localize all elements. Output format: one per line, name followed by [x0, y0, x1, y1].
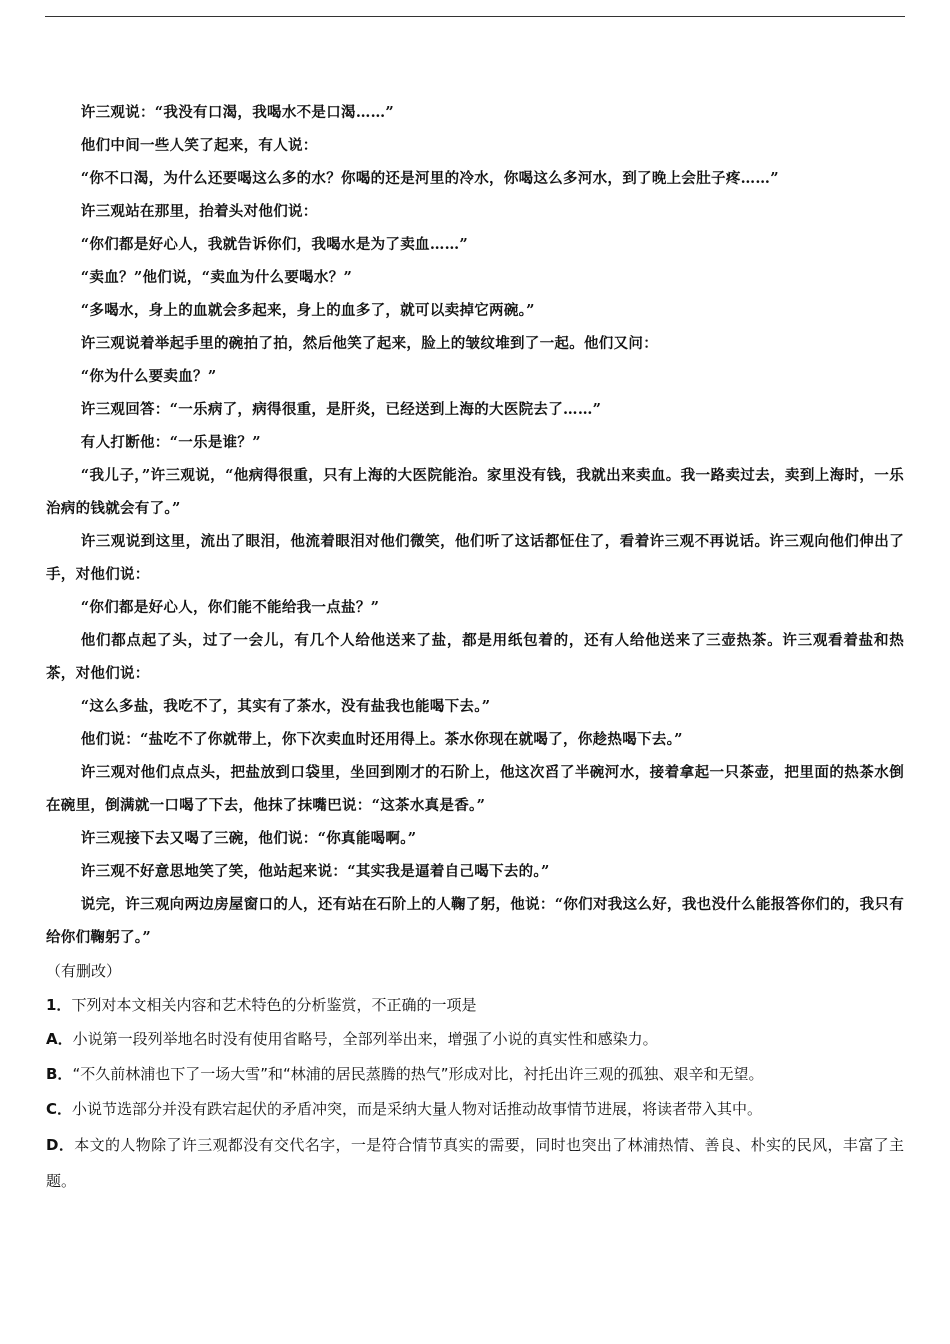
passage-paragraph: 许三观不好意思地笑了笑，他站起来说：“其实我是逼着自己喝下去的。” — [80, 863, 550, 880]
option-text: 本文的人物除了许三观都没有交代名字，一是符合情节真实的需要，同时也突出了林浦热情、善良、朴实的民风，丰富了主题。 — [46, 1136, 904, 1190]
passage-paragraph: 许三观说：“我没有口渴，我喝水不是口渴……” — [80, 104, 395, 121]
passage-paragraph: 许三观说到这里，流出了眼泪，他流着眼泪对他们微笑，他们听了这话都怔住了，看着许三观不再说话。许三观向他们伸出了手，对他们说： — [46, 533, 904, 583]
option-text: 小说第一段列举地名时没有使用省略号，全部列举出来，增强了小说的真实性和感染力。 — [72, 1030, 658, 1048]
option-a[interactable] — [46, 1022, 904, 1057]
header-rule — [45, 16, 905, 17]
option-d[interactable] — [46, 1127, 904, 1199]
document-page — [46, 96, 904, 1199]
passage-paragraph: 许三观回答：“一乐病了，病得很重，是肝炎，已经送到上海的大医院去了……” — [80, 401, 602, 418]
option-c[interactable] — [46, 1092, 904, 1127]
passage-paragraph: 他们说：“盐吃不了你就带上，你下次卖血时还用得上。茶水你现在就喝了，你趁热喝下去。” — [80, 731, 683, 748]
edit-note: （有删改） — [46, 962, 122, 980]
passage-paragraph: 许三观说着举起手里的碗拍了拍，然后他笑了起来，脸上的皱纹堆到了一起。他们又问： — [80, 335, 658, 352]
passage-paragraph: 许三观接下去又喝了三碗，他们说：“你真能喝啊。” — [80, 830, 417, 847]
passage-paragraph: “多喝水，身上的血就会多起来，身上的血多了，就可以卖掉它两碗。” — [80, 302, 535, 319]
passage-paragraph: 有人打断他：“一乐是谁？” — [80, 434, 261, 451]
passage-paragraph: 他们中间一些人笑了起来，有人说： — [80, 137, 318, 154]
passage-paragraph: “你们都是好心人，我就告诉你们，我喝水是为了卖血……” — [80, 236, 469, 253]
passage-paragraph: “你们都是好心人，你们能不能给我一点盐？” — [80, 599, 380, 616]
passage-paragraph: “你不口渴，为什么还要喝这么多的水？你喝的还是河里的冷水，你喝这么多河水，到了晚上会肚子疼……” — [80, 170, 779, 187]
option-label: A． — [46, 1030, 73, 1048]
passage-paragraph: 说完，许三观向两边房屋窗口的人，还有站在石阶上的人鞠了躬，他说：“你们对我这么好，我也没什么能报答你们的，我只有给你们鞠躬了。” — [46, 896, 904, 946]
passage-paragraph: “这么多盐，我吃不了，其实有了茶水，没有盐我也能喝下去。” — [80, 698, 491, 715]
passage-paragraph: 他们都点起了头，过了一会儿，有几个人给他送来了盐，都是用纸包着的，还有人给他送来了三壶热茶。许三观看着盐和热茶，对他们说： — [46, 632, 904, 682]
question-text: 下列对本文相关内容和艺术特色的分析鉴赏，不正确的一项是 — [71, 996, 477, 1014]
question-number: 1． — [46, 996, 72, 1014]
option-label: B． — [46, 1065, 73, 1083]
passage-paragraph: 许三观站在那里，抬着头对他们说： — [80, 203, 318, 220]
passage-paragraph: “我儿子，”许三观说，“他病得很重，只有上海的大医院能治。家里没有钱，我就出来卖血。我一路卖过去，卖到上海时，一乐治病的钱就会有了。” — [46, 467, 904, 517]
question-stem — [46, 988, 904, 1022]
passage-paragraph: “卖血？”他们说，“卖血为什么要喝水？” — [80, 269, 353, 286]
option-b[interactable] — [46, 1057, 904, 1092]
option-label: D． — [46, 1136, 75, 1154]
option-text: 小说节选部分并没有跌宕起伏的矛盾冲突，而是采纳大量人物对话推动故事情节进展，将读者带入其中。 — [72, 1100, 763, 1118]
option-text: “不久前林浦也下了一场大雪”和“林浦的居民蒸腾的热气”形成对比，衬托出许三观的孤独、艰辛和无望。 — [72, 1065, 764, 1083]
passage-paragraph: 许三观对他们点点头，把盐放到口袋里，坐回到刚才的石阶上，他这次舀了半碗河水，接着拿起一只茶壶，把里面的热茶水倒在碗里，倒满就一口喝了下去，他抹了抹嘴巴说：“这茶水真是香。” — [46, 764, 904, 814]
option-label: C． — [46, 1100, 73, 1118]
passage-paragraph: “你为什么要卖血？” — [80, 368, 217, 385]
